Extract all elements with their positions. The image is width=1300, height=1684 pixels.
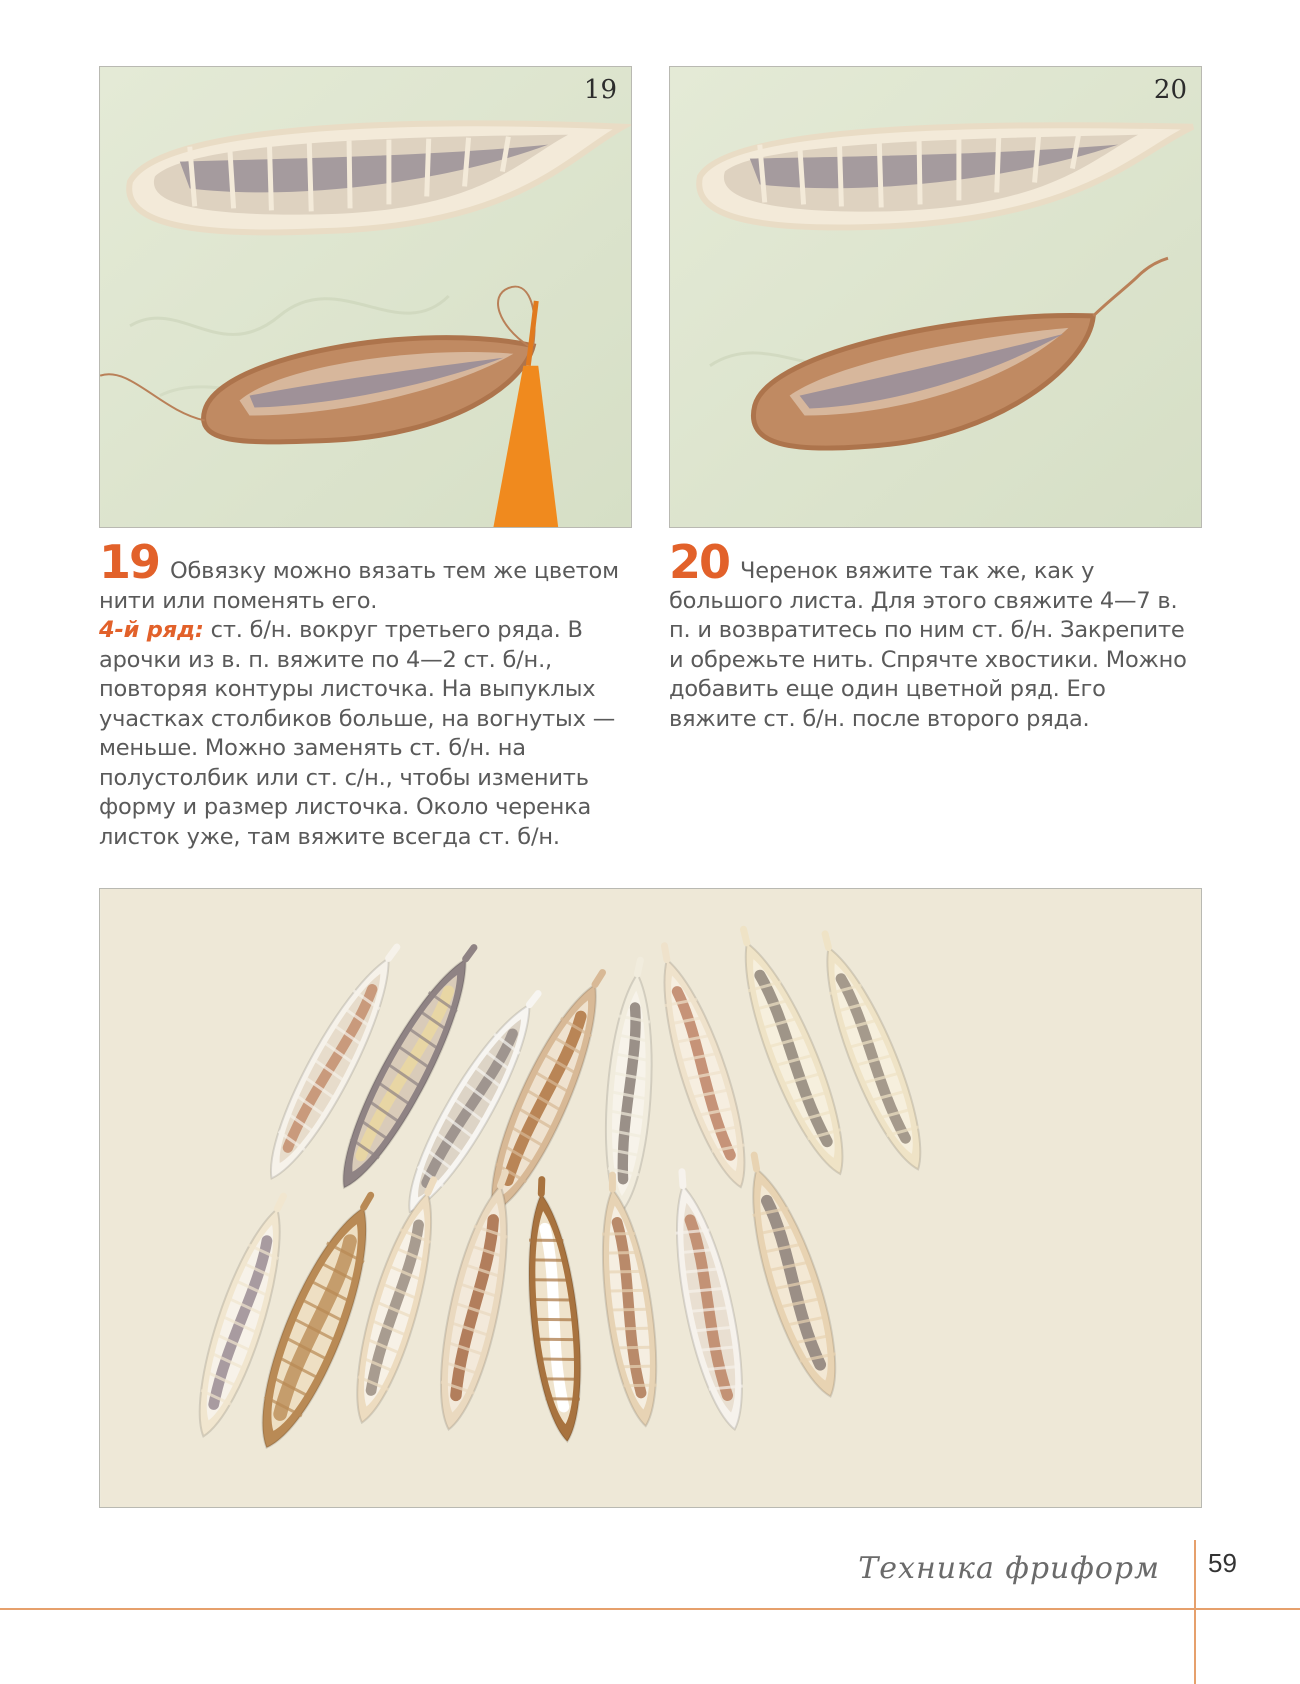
step-19-body: ст. б/н. вокруг третьего ряда. В арочки из в. п. вяжите по 4—2 ст. б/н., повторяя контуры листочка. На выпуклых участках столбиков больше, на вогнутых — меньше. Можно заменять ст. б/н. на полустолбик или ст. с/н., чтобы изменить форму и размер листочка. Около черенка листок уже, там вяжите всегда ст. б/н. (99, 617, 615, 850)
photo-badge-19: 19 (583, 75, 617, 105)
photo-badge-20: 20 (1153, 75, 1187, 105)
page-number: 59 (1208, 1548, 1237, 1578)
photo-leaf-collection (99, 888, 1202, 1508)
step-20-text (669, 535, 1199, 734)
step-19-row-label: 4-й ряд: (99, 617, 204, 643)
photo-step-20 (669, 66, 1202, 528)
step-20-body: Черенок вяжите так же, как у большого листа. Для этого свяжите 4—7 в. п. и возвратитесь по ним ст. б/н. Закрепите и обрежьте нить. Спрячте хвостики. Можно добавить еще один цветной ряд. Его вяжите ст. б/н. после второго ряда. (669, 558, 1187, 732)
crochet-leaves-collection (100, 889, 1201, 1507)
footer-vertical-rule (1194, 1540, 1196, 1684)
crochet-leaf-photo-20 (670, 67, 1201, 527)
photo-step-19 (99, 66, 632, 528)
step-19-number: 19 (99, 535, 160, 589)
step-19-text (99, 535, 629, 852)
step-20-number: 20 (669, 535, 730, 589)
step-19-intro: Обвязку можно вязать тем же цветом нити или поменять его. (99, 558, 619, 614)
footer-rule (0, 1608, 1300, 1610)
footer-section-title: Техника фриформ (858, 1551, 1160, 1586)
crochet-leaf-photo-19 (100, 67, 631, 527)
